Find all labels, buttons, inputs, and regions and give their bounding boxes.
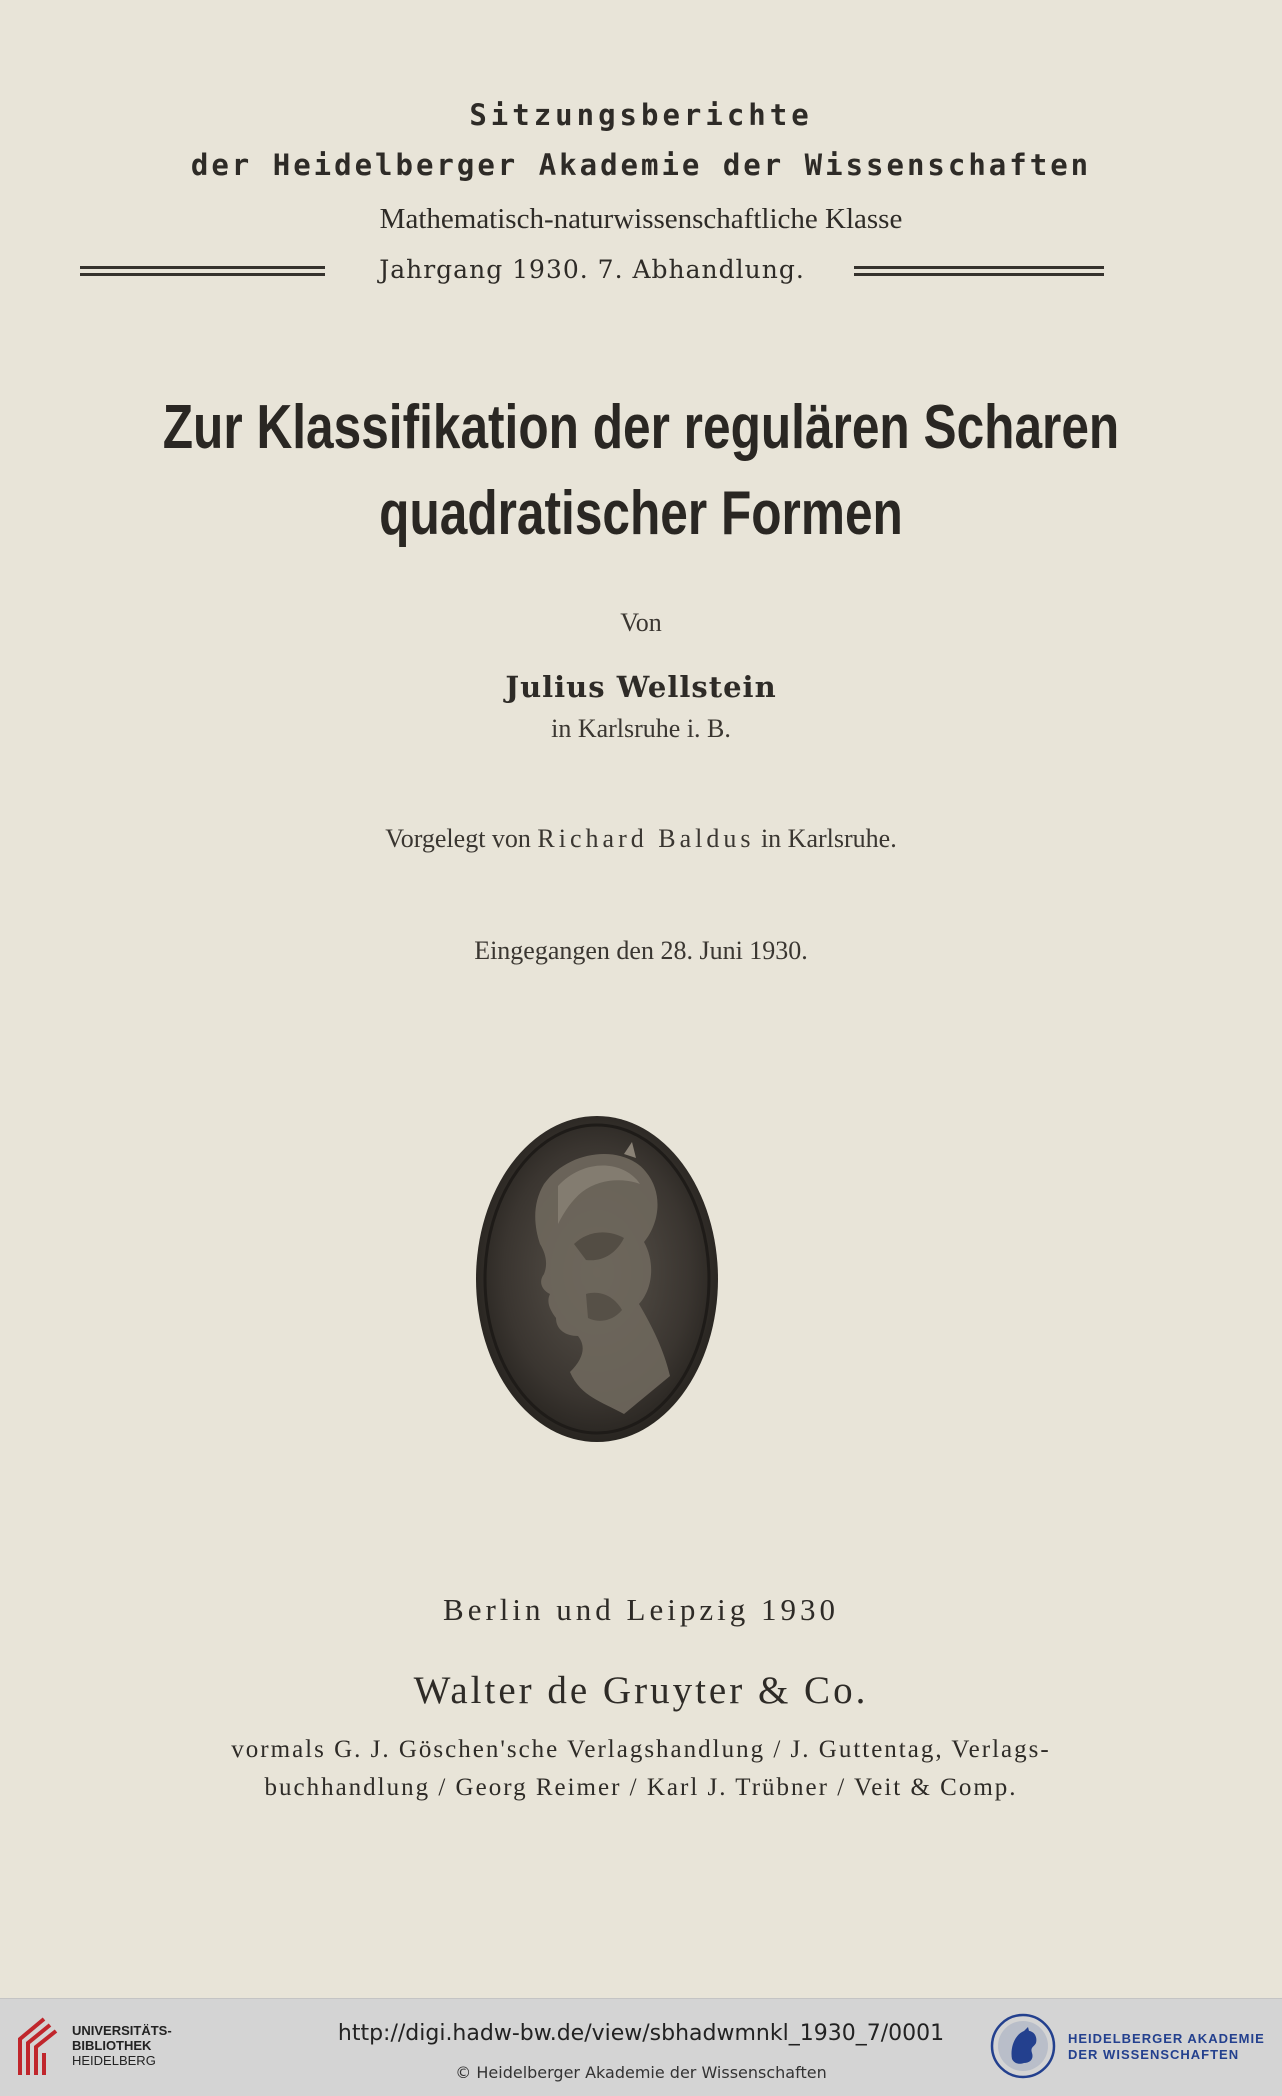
presented-prefix: Vorgelegt von	[385, 824, 538, 853]
class-line: Mathematisch-naturwissenschaftliche Klasse	[379, 203, 903, 235]
athena-cameo-icon	[474, 1114, 720, 1444]
series-title: Sitzungsberichte	[469, 98, 813, 132]
copyright-notice: © Heidelberger Akademie der Wissenschaften	[455, 2063, 827, 2082]
author-place: in Karlsruhe i. B.	[551, 714, 731, 743]
library-name-line-3: HEIDELBERG	[72, 2053, 156, 2068]
publisher-predecessors-line-1: vormals G. J. Göschen'sche Verlagshandlung / J. Guttentag, Verlags-	[231, 1736, 1051, 1763]
academy-line: der Heidelberger Akademie der Wissenschaften	[190, 148, 1092, 182]
title-line-2: quadratischer Formen	[379, 479, 903, 548]
library-name-line-1: UNIVERSITÄTS-	[72, 2023, 172, 2038]
by-label: Von	[620, 608, 662, 637]
presented-line	[0, 824, 1282, 854]
double-rule-right	[854, 266, 1104, 276]
permalink-url[interactable]: http://digi.hadw-bw.de/view/sbhadwmnkl_1930_7/0001	[337, 2021, 945, 2046]
publisher-predecessors-line-2: buchhandlung / Georg Reimer / Karl J. Trübner / Veit & Comp.	[264, 1774, 1018, 1801]
volume-line: Jahrgang 1930. 7. Abhandlung.	[379, 255, 805, 284]
academy-name	[1068, 2031, 1265, 2063]
imprint-city-year: Berlin und Leipzig 1930	[443, 1592, 839, 1627]
title-line-1: Zur Klassifikation der regulären Scharen	[162, 393, 1120, 462]
presented-suffix: in Karlsruhe.	[754, 824, 897, 853]
presenter-name: Richard Baldus	[537, 824, 755, 853]
footer-bar	[0, 1998, 1282, 2096]
library-name-line-2: BIBLIOTHEK	[72, 2038, 152, 2053]
academy-seal-icon	[990, 2013, 1056, 2079]
received-date: Eingegangen den 28. Juni 1930.	[474, 936, 808, 965]
academy-name-line-2: DER WISSENSCHAFTEN	[1068, 2047, 1240, 2062]
publisher-name: Walter de Gruyter & Co.	[413, 1669, 869, 1712]
author-name: Julius Wellstein	[505, 670, 777, 704]
academy-name-line-1: HEIDELBERGER AKADEMIE	[1068, 2031, 1265, 2046]
volume-rule-row	[80, 255, 1104, 285]
